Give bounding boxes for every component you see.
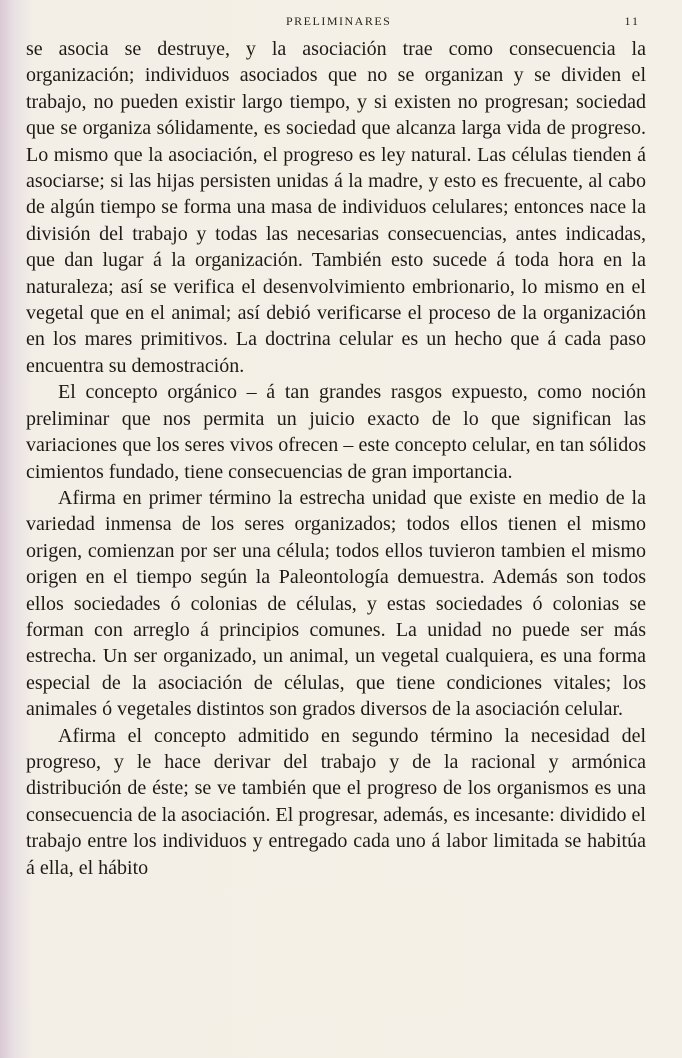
running-head [0, 14, 682, 32]
paragraph-organic-concept: El concepto orgánico – á tan grandes rasgos expuesto, como noción preliminar que nos permita un juicio exacto de lo que significan las variaciones que los seres vivos ofrecen – este concepto celular, en tan sólidos cimientos fundado, tiene consecuencias de gran importancia. [26, 381, 646, 483]
paragraph-first-term: Afirma en primer término la estrecha unidad que existe en medio de la variedad inmensa de los seres organizados; todos ellos tienen el mismo origen, comienzan por ser una célula; todos ellos tuvieron tambien el mismo origen en el tiempo según la Paleontología demuestra. Además son todos ellos sociedades ó colonias de células, y estas sociedades ó colonias se forman con arreglo á principios comunes. La unidad no puede ser más estrecha. Un ser organizado, un animal, un vegetal cualquiera, es una forma especial de la asociación de células, que tiene condiciones vitales; los animales ó vegetales distintos son grados diversos de la asociación celular. [26, 486, 646, 721]
paragraph-continuation: se asocia se destruye, y la asociación trae como consecuencia la organización; individuos asociados que no se organizan y se dividen el trabajo, no pueden existir largo tiempo, y si existen no progresan; sociedad que se organiza sólidamente, es sociedad que alcanza larga vida de progreso. Lo mismo que la asociación, el progreso es ley natural. Las células tienden á asociarse; si las hijas persisten unidas á la madre, y esto es frecuente, al cabo de algún tiempo se forma una masa de individuos celulares; entonces nace la división del trabajo y todas las necesarias consecuencias, antes indicadas, que dan lugar á la organización. También esto sucede á toda hora en la naturaleza; así se verifica el desenvolvimiento embrionario, lo mismo en el vegetal que en el animal; así debió verificarse el proceso de la organización en los mares primitivos. La doctrina celular es un hecho que á cada paso encuentra su demostración. [26, 38, 646, 377]
running-title: PRELIMINARES [286, 14, 392, 28]
paragraph-second-term: Afirma el concepto admitido en segundo término la necesidad del progreso, y le hace derivar del trabajo y de la racional y armónica distribución de éste; se ve también que el progreso de los organismos es una consecuencia de la asociación. El progresar, además, es incesante: dividido el trabajo entre los individuos y entregado cada uno á labor limitada se habitúa á ella, el hábito [26, 724, 646, 879]
body-text [26, 36, 646, 881]
page-number: 11 [624, 14, 640, 28]
